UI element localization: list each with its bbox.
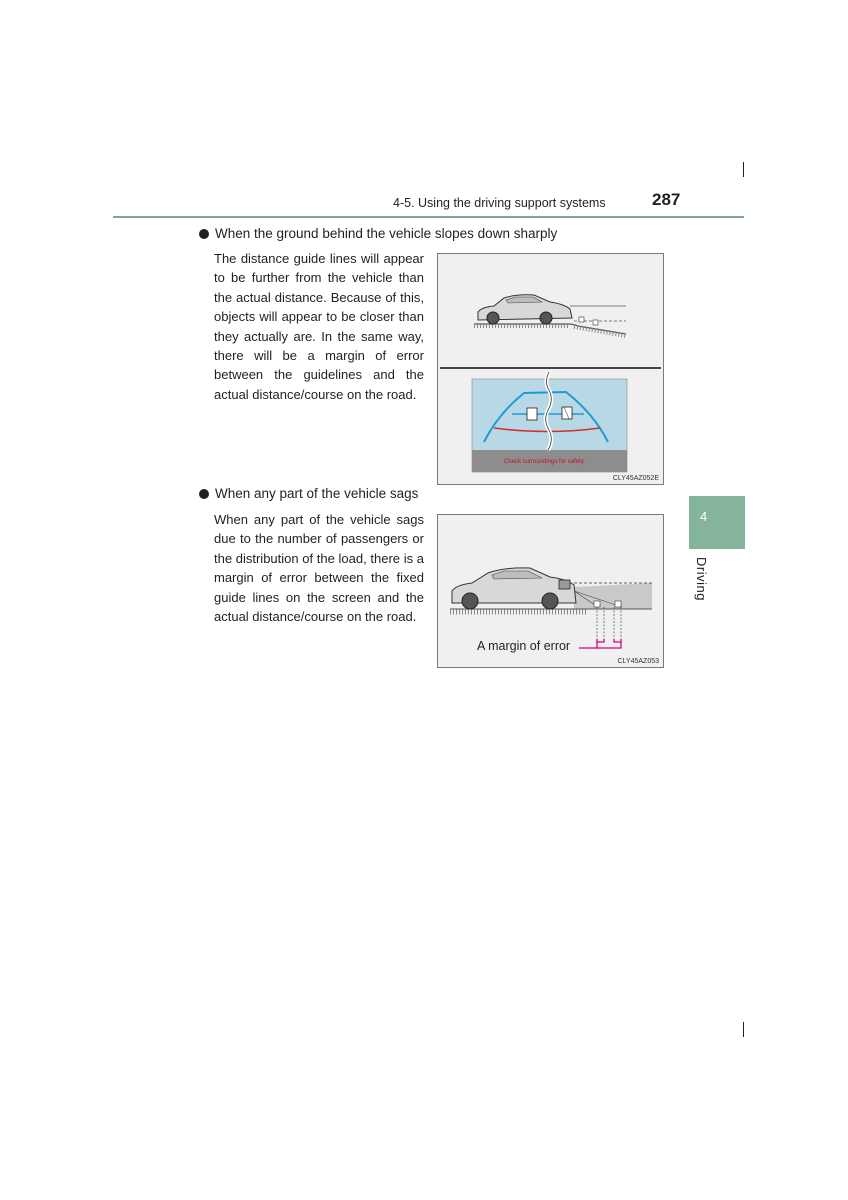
- header-rule: [113, 216, 744, 218]
- figure-code: CLY45AZ052E: [612, 475, 659, 482]
- bullet-dot: [199, 489, 209, 499]
- slope-illustration: [438, 254, 663, 484]
- paragraph-sag: When any part of the vehicle sags due to the number of passengers or the distribution of the load, there is a margin of error between the fixed guide lines on the screen and the actual distance/course on the road.: [214, 512, 424, 625]
- bullet-dot: [199, 229, 209, 239]
- bullet-heading-sag: [199, 486, 418, 501]
- bullet-heading-text: When any part of the vehicle sags: [215, 486, 419, 501]
- margin-of-error-label: A margin of error: [477, 639, 571, 653]
- chapter-label: Driving: [694, 557, 709, 601]
- chapter-number: 4: [700, 509, 708, 524]
- section-header-title: 4-5. Using the driving support systems: [393, 196, 606, 210]
- crop-mark-bottom: [743, 1022, 744, 1037]
- paragraph-slope: The distance guide lines will appear to be further from the vehicle than the actual distance. Because of this, objects will appear to be closer than they actually are. In the same way, there will be a margin of error between the guidelines and the actual distance/course on the road.: [214, 251, 424, 402]
- screen-warning-text: Check surroundings for safety.: [504, 459, 585, 465]
- chapter-tab: [689, 496, 745, 549]
- bullet-heading-text: When the ground behind the vehicle slopes down sharply: [215, 226, 558, 241]
- page-number: 287: [652, 190, 681, 209]
- bullet-heading-slope: [199, 226, 557, 241]
- figure-slope: [437, 253, 664, 485]
- figure-sag: [437, 514, 664, 668]
- crop-mark-top: [743, 162, 744, 177]
- figure-code: CLY45AZ053: [617, 658, 659, 665]
